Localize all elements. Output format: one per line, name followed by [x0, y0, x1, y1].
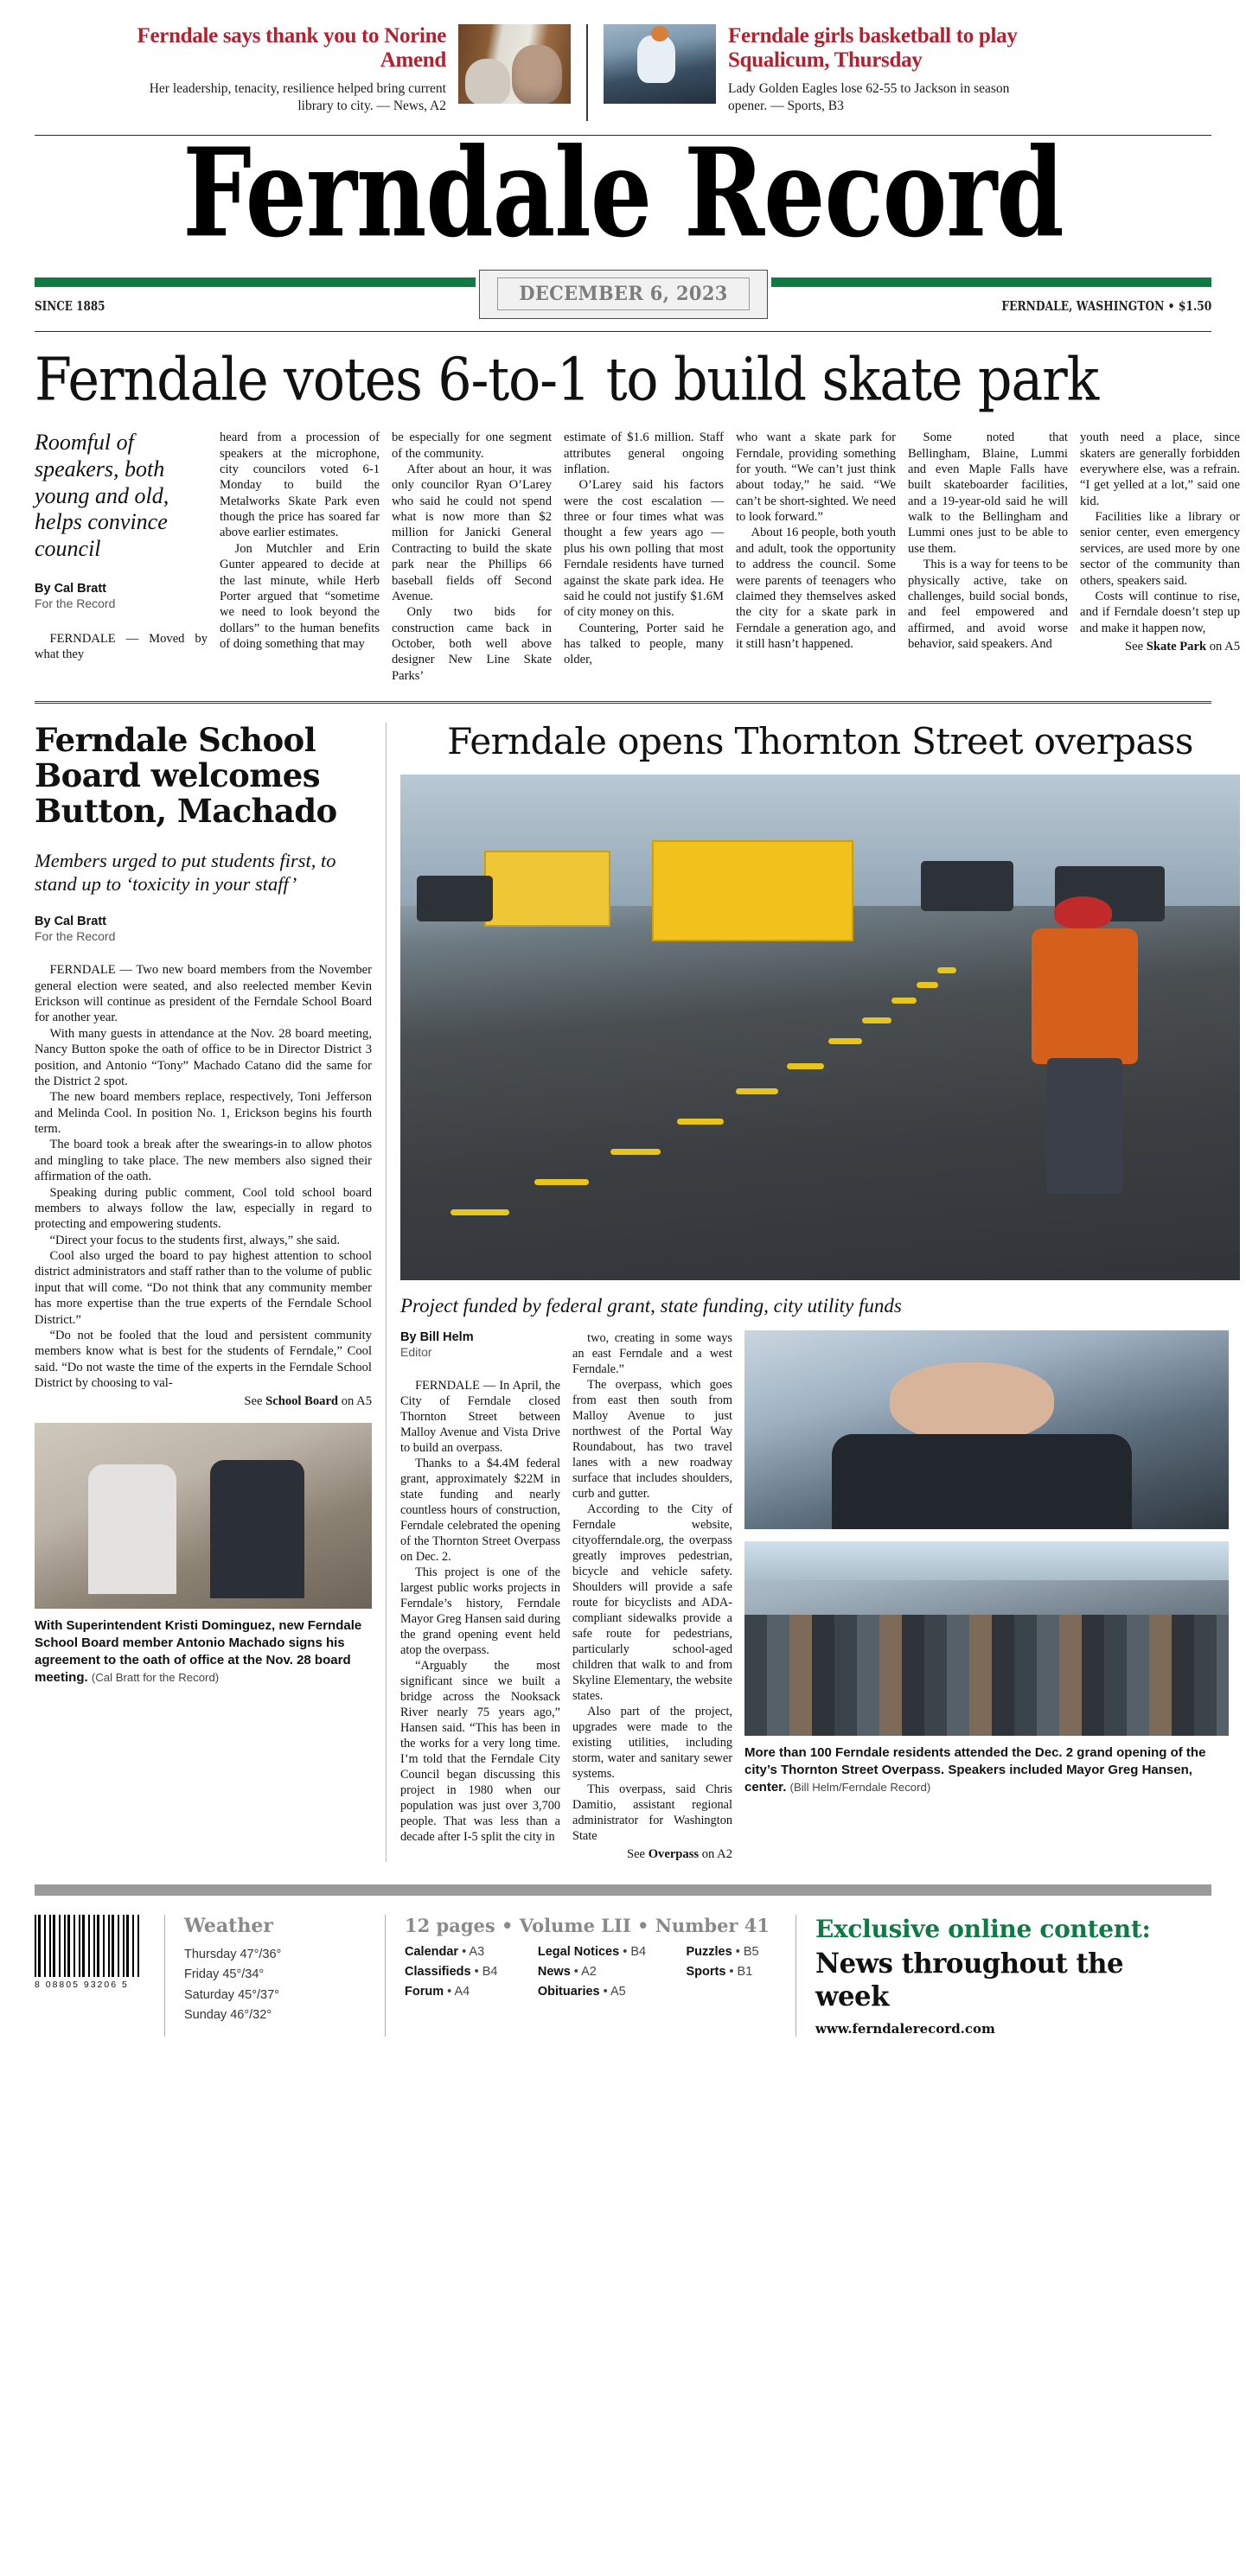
paragraph: According to the City of Ferndale website, cityofferndale.org, the overpass greatly improves pedestrian, bicycle and vehicle safety. Shoulders will provide a safe route for bicyclists and ADA-compliant sidewalks provide a safe route for pedestrians, particularly school-aged children that walk to and from Skyline Elementary, the website states.: [572, 1502, 732, 1703]
footer: [35, 1896, 1211, 2037]
online-promo[interactable]: [815, 1915, 1211, 2037]
index-item[interactable]: Puzzles • B5: [686, 1944, 759, 1959]
jump-suffix: on A5: [341, 1394, 372, 1409]
paragraph: Only two bids for construction came back in October, both well above designer New Line Skate Parks’: [392, 605, 552, 683]
paragraph: Some noted that Bellingham, Blaine, Lummi and even Maple Falls have built skateboarder facilities, and a 19-year-old said he will walk to the Bellingham and Lummi ones just to be able to use them.: [908, 430, 1068, 556]
lead-columns: [35, 430, 1240, 684]
teaser-photo-basketball: [604, 24, 716, 104]
overpass-story: [400, 720, 1240, 1862]
index-page: A4: [454, 1984, 470, 1999]
paragraph: be especially for one segment of the community.: [392, 430, 552, 461]
caption-text: With Superintendent Kristi Dominguez, new Ferndale School Board member Antonio Machado signs his agreement to the oath of office at the Nov. 28 board meeting.: [35, 1618, 362, 1686]
lead-story: [35, 337, 1240, 684]
lead-column-6: [1080, 430, 1240, 684]
index-label: Legal Notices: [537, 1944, 620, 1959]
weather-block: [184, 1915, 366, 2037]
lead-jumpline[interactable]: [1080, 640, 1240, 654]
paragraph: Thanks to a $4.4M federal grant, approximately $22M in state funding and nearly countless hours of construction, Ferndale celebrated the opening of the Thornton Street Overpass on Dec. 2.: [400, 1456, 560, 1564]
barcode-number: 8 08805 93206 5: [35, 1979, 129, 1990]
paragraph: This project is one of the largest public works projects in Ferndale’s history, Ferndale Mayor Greg Hansen said during the grand opening event held atop the overpass.: [400, 1565, 560, 1657]
index-item[interactable]: Classifieds • B4: [405, 1964, 498, 1979]
jump-label[interactable]: Skate Park: [1146, 640, 1207, 654]
paragraph: Jon Mutchler and Erin Gunter appeared to decide at the last minute, while Herb Porter argued that “sometime we need to look beyond the dollars” to the human benefits of doing something that may: [220, 541, 380, 652]
paragraph: This is a way for teens to be physically active, take on challenges, build social bonds, and feel empowered and affirmed, and avoid worse behavior, said speakers. And: [908, 558, 1068, 652]
barcode: [35, 1915, 145, 1999]
index-label: Puzzles: [686, 1944, 732, 1959]
jump-prefix: See: [626, 1846, 646, 1861]
overpass-headline[interactable]: Ferndale opens Thornton Street overpass: [447, 720, 1193, 763]
school-board-byline: By Cal Bratt: [35, 915, 106, 929]
jump-label[interactable]: School Board: [265, 1394, 339, 1409]
newspaper-title: Ferndale Record: [182, 122, 1064, 265]
paragraph: “Arguably the most significant since we built a bridge across the Nooksack River nearly 75 years ago,” Hansen said. “This has been in the works for a very long time. I’m told that the Ferndale City Council began discussing this project in 1980 when our population was just over 3,700 people. That was less than a decade after I-5 split the city in: [400, 1658, 560, 1844]
index-page: B1: [737, 1964, 753, 1979]
lead-column-1: [220, 430, 380, 684]
index-page: A3: [469, 1944, 485, 1959]
paragraph: Costs will continue to rise, and if Ferndale doesn’t step up and make it happen now,: [1080, 589, 1240, 635]
jump-prefix: See: [1125, 640, 1144, 654]
index-page: B4: [630, 1944, 647, 1959]
paragraph: “Direct your focus to the students first, always,” she said.: [49, 1233, 341, 1247]
overpass-column-1: [572, 1330, 732, 1862]
paragraph: FERNDALE — Two new board members from the November general election were seated, and also reelected member Kevin Erickson will continue as president of the Ferndale School Board for another year.: [35, 963, 372, 1025]
index-label: Obituaries: [537, 1984, 600, 1999]
paragraph: The new board members replace, respectively, Toni Jefferson and Melinda Cool. In position No. 1, Erickson begins his fourth term.: [35, 1090, 372, 1137]
index-label: Classifieds: [405, 1964, 471, 1979]
teaser-headline[interactable]: Ferndale says thank you to Norine Amend: [137, 24, 446, 72]
index-page: A5: [610, 1984, 626, 1999]
overpass-caption: [744, 1744, 1229, 1796]
edition-info: 12 pages • Volume LII • Number 41: [405, 1914, 770, 1936]
paragraph: Facilities like a library or senior center, even emergency services, are used more by one sector of the community than others, speakers said.: [1080, 510, 1240, 588]
weather-title: Weather: [184, 1914, 273, 1937]
jump-suffix: on A2: [701, 1846, 732, 1861]
teaser-girls-basketball[interactable]: [604, 24, 1140, 115]
overpass-photo-hansen: [744, 1330, 1229, 1529]
caption-credit: (Cal Bratt for the Record): [91, 1671, 220, 1685]
index-item[interactable]: Legal Notices • B4: [537, 1944, 647, 1959]
teaser-headline[interactable]: Ferndale girls basketball to play Squalicum, Thursday: [728, 24, 1018, 72]
index-label: Calendar: [405, 1944, 459, 1959]
issue-date-box: [478, 270, 767, 319]
overpass-main-photo: [400, 775, 1240, 1280]
index-item[interactable]: Calendar • A3: [405, 1944, 485, 1959]
weather-day: Friday 45°/34°: [184, 1967, 265, 1982]
school-board-body: [35, 962, 372, 1391]
place-and-price: FERNDALE, WASHINGTON • $1.50: [1000, 298, 1211, 314]
index-item-empty: [686, 1985, 776, 1999]
paragraph: estimate of $1.6 million. Staff attributes general ongoing inflation.: [564, 430, 724, 476]
overpass-columns: [400, 1330, 1240, 1862]
jump-suffix: on A5: [1209, 640, 1240, 654]
masthead: [35, 122, 1211, 337]
paragraph: About 16 people, both youth and adult, took the opportunity to address the council. Some were parents of teenagers who claimed they themselves asked the city for a skate park in Ferndale a generation ago, and it still hasn’t happened.: [736, 526, 896, 652]
teaser-divider: [586, 24, 588, 121]
paragraph: FERNDALE — In April, the City of Ferndale closed Thornton Street between Malloy Avenue and Vista Drive to build an overpass.: [400, 1378, 560, 1455]
school-board-headline[interactable]: Ferndale School Board welcomes Button, Machado: [35, 721, 337, 830]
overpass-column-0: [400, 1330, 560, 1862]
paragraph: “Do not be fooled that the loud and persistent community members know what is best for the students of Ferndale,” Cool said. “Do not waste the time of the experts in the Ferndale School District by choosing to val-: [35, 1328, 372, 1391]
barcode-bars: [35, 1915, 140, 1977]
lead-column-3: [564, 430, 724, 684]
weather-day: Sunday 46°/32°: [184, 2008, 272, 2023]
school-board-jumpline[interactable]: [35, 1394, 372, 1409]
overpass-byline-role: Editor: [400, 1344, 432, 1359]
jump-prefix: See: [244, 1394, 263, 1409]
paragraph: This overpass, said Chris Damitio, assistant regional administrator for Washington State: [572, 1782, 732, 1843]
teaser-subhead: Lady Golden Eagles lose 62-55 to Jackson in season opener. — Sports, B3: [728, 81, 1010, 114]
lead-byline-role: For the Record: [35, 596, 116, 610]
school-board-story: [35, 723, 372, 1862]
lead-deck: Roomful of speakers, both young and old, helps convince council: [35, 430, 169, 561]
index-page: B4: [482, 1964, 498, 1979]
lead-column-4: [736, 430, 896, 684]
paragraph: youth need a place, since skaters are generally forbidden everywhere else, was a refrain. “I get yelled at a lot,” said one kid.: [1080, 430, 1240, 508]
lead-headline[interactable]: Ferndale votes 6-to-1 to build skate park: [35, 344, 1098, 414]
since-label: SINCE 1885: [35, 298, 105, 314]
paragraph: With many guests in attendance at the Nov. 28 board meeting, Nancy Button spoke the oath of office to be in Director District 3 position, and Antonio “Tony” Machado Catano did the same for the District 2 spot.: [35, 1026, 372, 1088]
jump-label[interactable]: Overpass: [648, 1846, 700, 1861]
lead-column-5: [908, 430, 1068, 684]
section-index: [405, 1945, 776, 1999]
paragraph: The overpass, which goes from east then south from Malloy Avenue to just northwest of the Portal Way Roundabout, has two travel lanes with a new roadway surface that includes shoulders, curb and gutter.: [572, 1377, 732, 1501]
paragraph: who want a skate park for Ferndale, providing something for youth. “We can’t just think about today,” he said. “We can’t be short-sighted. We need to look forward.”: [736, 430, 896, 525]
index-page: B5: [743, 1944, 759, 1959]
footer-gray-bar: [35, 1884, 1211, 1896]
index-item[interactable]: Obituaries • A5: [537, 1984, 626, 1999]
overpass-photo-crowd: [744, 1541, 1229, 1736]
index-block: [405, 1915, 776, 2037]
paragraph: two, creating in some ways an east Ferndale and a west Ferndale.”: [572, 1330, 732, 1376]
caption-text: More than 100 Ferndale residents attended the Dec. 2 grand opening of the city’s Thornton Street Overpass. Speakers included Mayor Greg Hansen, center.: [744, 1744, 1206, 1795]
school-board-deck: Members urged to put students first, to stand up to ‘toxicity in your staff’: [35, 850, 336, 896]
online-promo-subheading: News throughout the week: [815, 1946, 1124, 2012]
index-page: A2: [581, 1964, 597, 1979]
school-board-byline-role: For the Record: [35, 929, 116, 944]
middle-section: [35, 704, 1211, 1862]
index-label: Forum: [405, 1984, 444, 1999]
middle-vertical-rule: [386, 723, 387, 1862]
footer-divider: [385, 1915, 386, 2037]
issue-date: DECEMBER 6, 2023: [518, 283, 728, 305]
website-url[interactable]: www.ferndalerecord.com: [815, 2020, 995, 2037]
paragraph: Speaking during public comment, Cool told school board members to always follow the law, especially in regard to protecting and empowering students.: [35, 1185, 372, 1232]
paragraph: FERNDALE — Moved by what they: [35, 631, 208, 661]
paragraph: Cool also urged the board to pay highest attention to school district administrators and staff rather than to the volume of public input that will come. “Do not think that any community member has more expertise than the true experts of the Ferndale School District.”: [35, 1249, 372, 1327]
top-teaser-strip: [35, 0, 1211, 130]
paragraph: The board took a break after the swearings-in to allow photos and mingling to take place. The new members also signed their affirmation of the oath.: [35, 1138, 372, 1184]
online-promo-heading: Exclusive online content:: [815, 1914, 1151, 1943]
index-label: Sports: [686, 1964, 726, 1979]
index-item[interactable]: Forum • A4: [405, 1984, 470, 1999]
overpass-photo-stack: [744, 1330, 1229, 1862]
index-label: News: [537, 1964, 571, 1979]
overpass-jumpline[interactable]: [572, 1847, 732, 1862]
lead-column-0: [35, 430, 208, 684]
lead-body-0: [35, 631, 208, 663]
caption-credit: (Bill Helm/Ferndale Record): [789, 1780, 931, 1794]
paragraph: After about an hour, it was only councilor Ryan O’Larey who said he could not spend what is now more than $2 million for Janicki General Contracting to build the skate park near the Phillips 66 baseball fields off Second Avenue.: [392, 462, 552, 603]
lead-byline: By Cal Bratt: [35, 581, 106, 596]
index-item[interactable]: News • A2: [537, 1964, 597, 1979]
paragraph: Countering, Porter said he has talked to people, many older,: [564, 621, 724, 667]
school-board-photo: [35, 1423, 372, 1609]
overpass-byline: By Bill Helm: [400, 1329, 474, 1344]
masthead-folio-row: [35, 283, 1211, 332]
index-item[interactable]: Sports • B1: [686, 1964, 753, 1979]
weather-day: Thursday 47°/36°: [184, 1947, 282, 1961]
teaser-subhead: Her leadership, tenacity, resilience helped bring current library to city. — News, A2: [149, 81, 446, 114]
school-board-caption: [35, 1617, 372, 1687]
lead-column-2: [392, 430, 552, 684]
footer-divider: [164, 1915, 165, 2037]
paragraph: Also part of the project, upgrades were made to the existing utilities, including storm, water and sanitary sewer systems.: [572, 1704, 732, 1781]
overpass-deck: Project funded by federal grant, state funding, city utility funds: [400, 1295, 902, 1317]
teaser-photo-norine-amend: [458, 24, 571, 104]
weather-day: Saturday 45°/37°: [184, 1987, 279, 2002]
paragraph: O’Larey said his factors were the cost escalation — three or four times what was thought a few years ago — plus his own polling that most Ferndale residents have turned against the skate park idea. He said he could not justify $1.6M of city money on this.: [564, 478, 724, 620]
teaser-norine-amend[interactable]: [35, 24, 571, 115]
paragraph: heard from a procession of speakers at the microphone, city councilors voted 6-1 Monday to build the Metalworks Skate Park even though the price has soared far above earlier estimates.: [220, 430, 380, 540]
